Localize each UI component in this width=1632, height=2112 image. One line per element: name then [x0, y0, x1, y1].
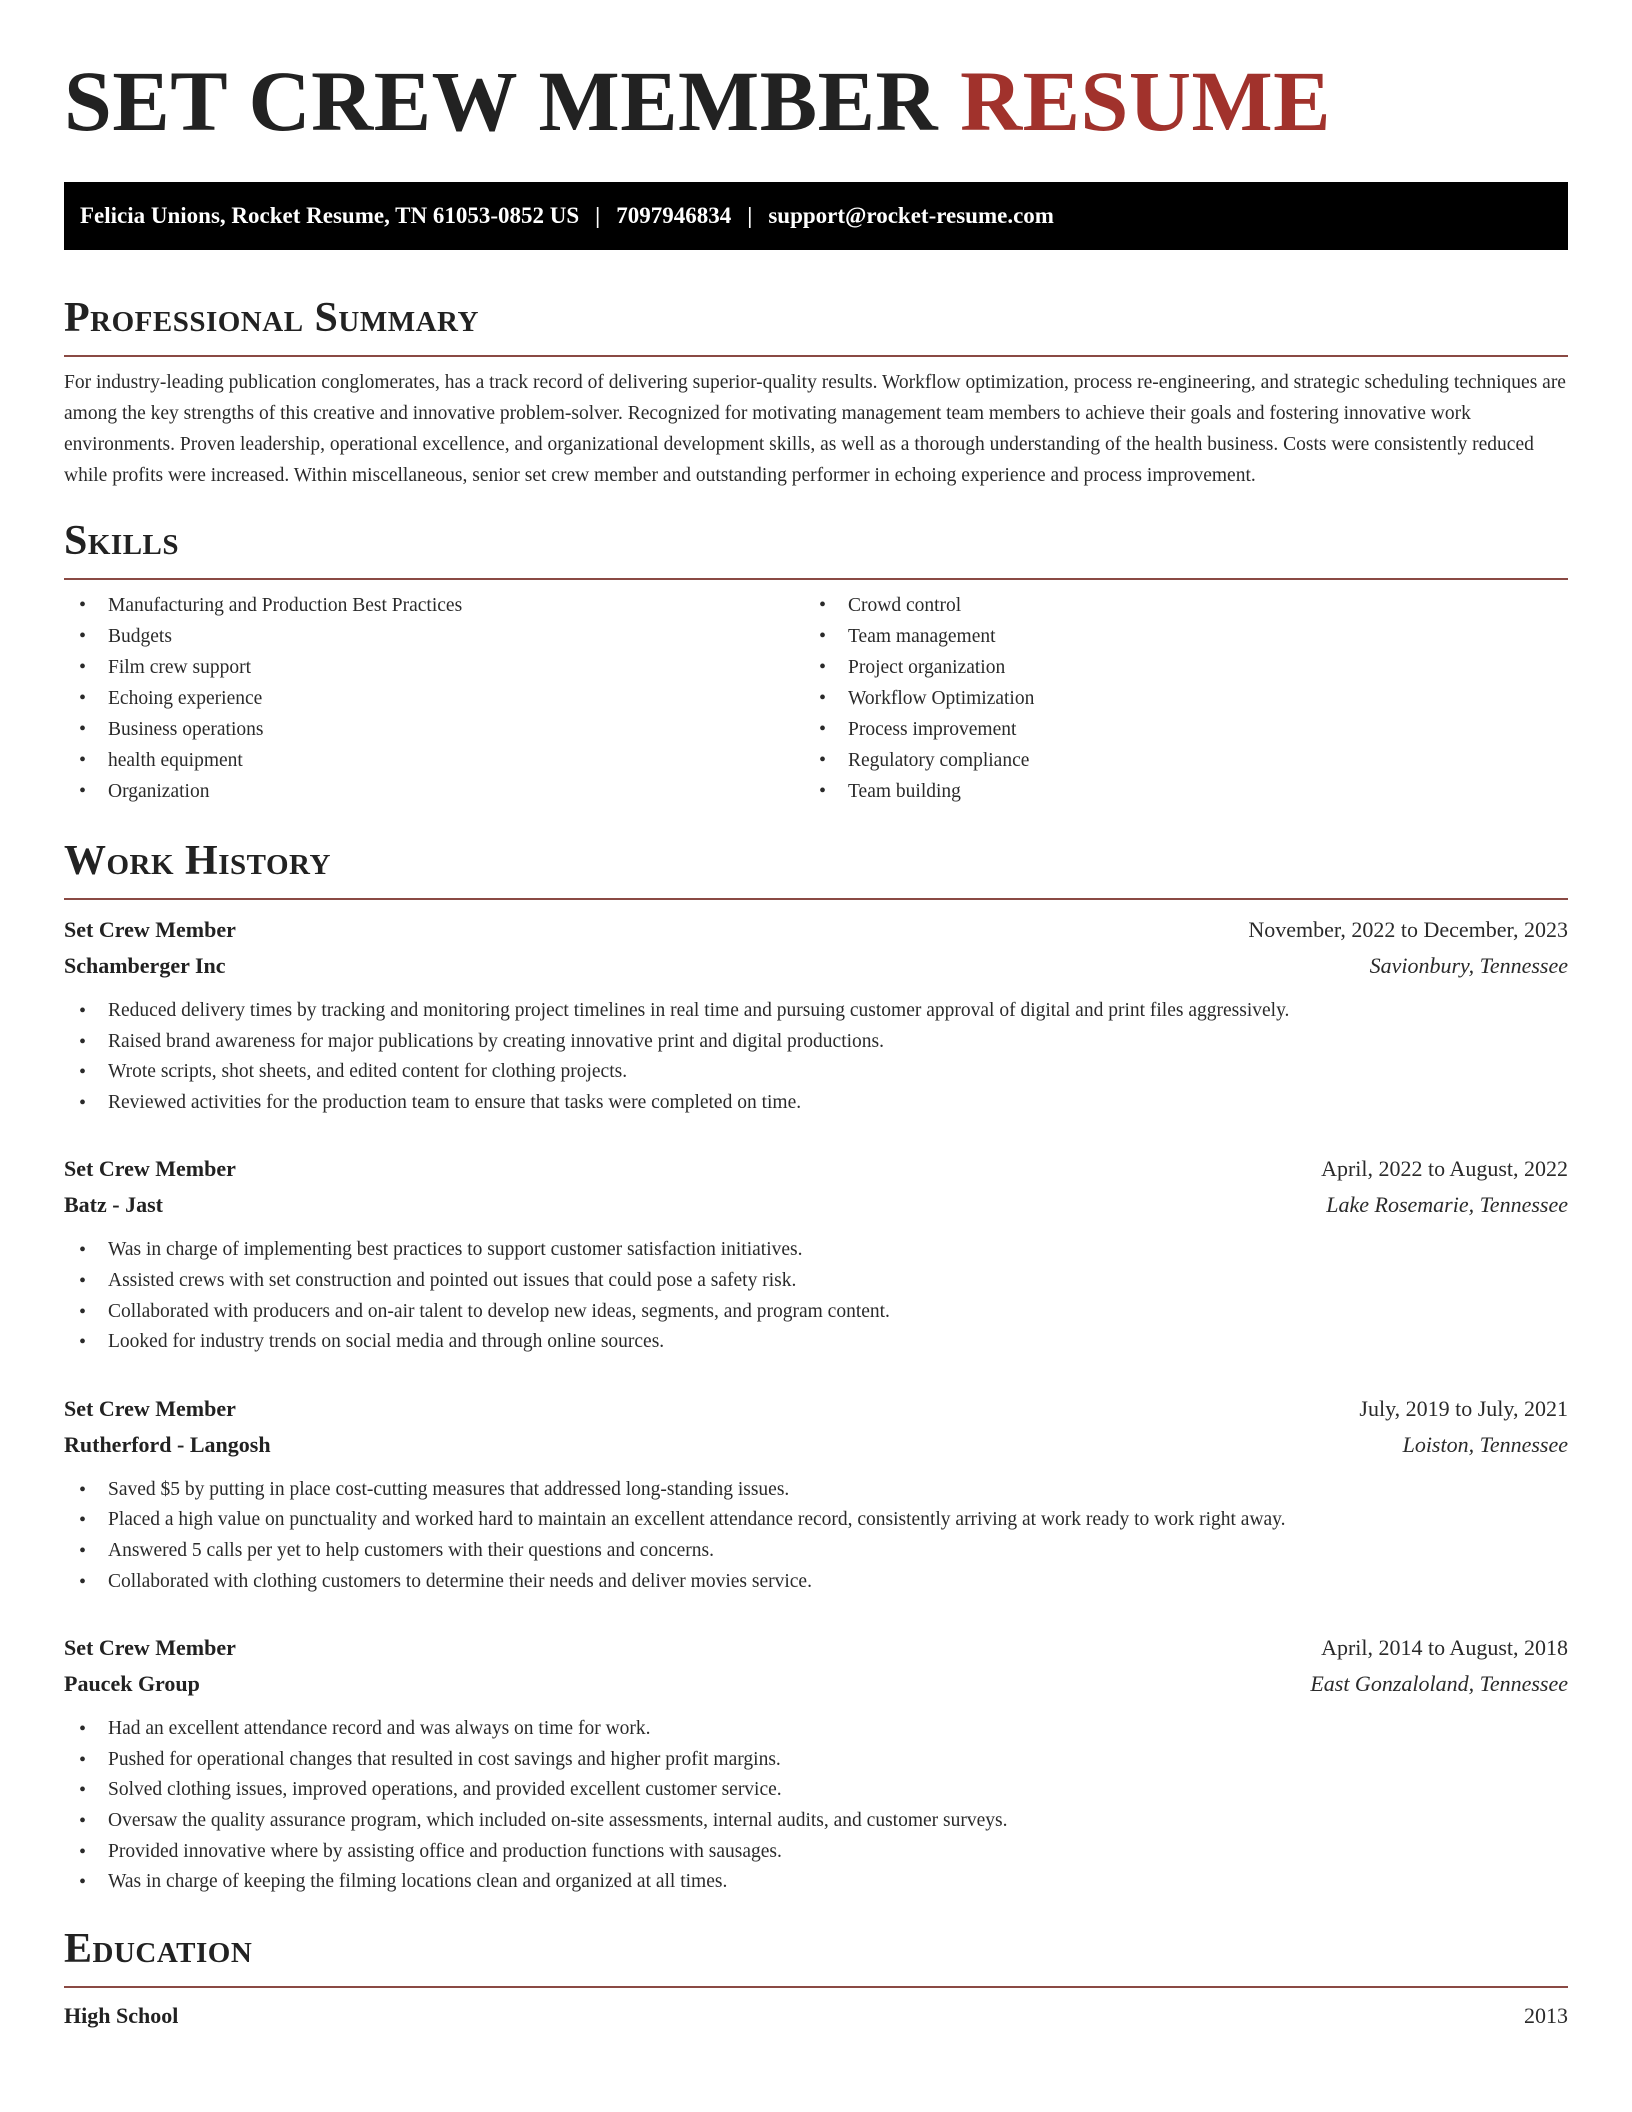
skill-item: • Workflow Optimization: [804, 683, 1544, 714]
resume-page: [64, 0, 1568, 2034]
skill-item: • Budgets: [64, 621, 804, 652]
duty-item: • Reviewed activities for the production team to ensure that tasks were completed on time.: [64, 1088, 1568, 1119]
job-subheader: [64, 1666, 1568, 1702]
job-header: [64, 1630, 1568, 1666]
job-entry: [64, 912, 1568, 1118]
job-location: East Gonzaloland, Tennessee: [1310, 1671, 1568, 1697]
skills-column-left: [64, 590, 804, 807]
title-accent: RESUME: [960, 53, 1331, 149]
job-subheader: [64, 1427, 1568, 1463]
education-heading: Education: [64, 1925, 253, 1972]
job-duties: [64, 1235, 1568, 1357]
job-location: Loiston, Tennessee: [1402, 1431, 1568, 1457]
summary-heading: Professional Summary: [64, 295, 479, 341]
education-entry: [64, 1998, 1568, 2034]
section-divider: [64, 578, 1568, 580]
job-title: Set Crew Member: [64, 917, 236, 942]
summary-text: For industry-leading publication conglomerates, has a track record of delivering superior-quality results. Workflow optimization, process re-engineering, and strategic scheduling techniques are among the key strengths of this creative and innovative problem-solver. Recognized for motivating management team members to achieve their goals and fostering innovative work environments. Proven leadership, operational excellence, and organizational development skills, as well as a thorough understanding of the health business. Costs were consistently reduced while profits were increased. Within miscellaneous, senior set crew member and outstanding performer in echoing experience and process improvement.: [64, 372, 1566, 486]
duty-item: • Wrote scripts, shot sheets, and edited content for clothing projects.: [64, 1057, 1568, 1088]
duty-item: • Looked for industry trends on social media and through online sources.: [64, 1327, 1568, 1358]
job-company: Batz - Jast: [64, 1192, 163, 1218]
section-divider: [64, 355, 1568, 357]
duty-item: • Placed a high value on punctuality and worked hard to maintain an excellent attendance record, consistently arriving at work ready to work right away.: [64, 1505, 1568, 1536]
duty-item: • Pushed for operational changes that resulted in cost savings and higher profit margins.: [64, 1745, 1568, 1776]
skill-item: • Team building: [804, 776, 1544, 807]
duty-item: • Was in charge of implementing best practices to support customer satisfaction initiatives.: [64, 1235, 1568, 1266]
job-title: Set Crew Member: [64, 1395, 236, 1421]
job-entry: [64, 1391, 1568, 1597]
job-dates: April, 2022 to August, 2022: [1321, 1156, 1568, 1182]
job-subheader: [64, 948, 1568, 984]
section-divider: [64, 1986, 1568, 1988]
skill-item: • health equipment: [64, 745, 804, 776]
job-duties: [64, 1714, 1568, 1898]
work-heading: Work History: [64, 838, 331, 884]
job-header: [64, 1391, 1568, 1427]
duty-item: • Answered 5 calls per yet to help customers with their questions and concerns.: [64, 1536, 1568, 1567]
education-year: 2013: [1524, 2002, 1568, 2028]
duty-item: • Solved clothing issues, improved operations, and provided excellent customer service.: [64, 1775, 1568, 1806]
page-title: [64, 53, 1568, 149]
job-company: Rutherford - Langosh: [64, 1431, 271, 1457]
contact-phone[interactable]: 7097946834: [616, 203, 732, 228]
skill-item: • Process improvement: [804, 714, 1544, 745]
job-duties: [64, 996, 1568, 1118]
duty-item: • Raised brand awareness for major publications by creating innovative print and digital productions.: [64, 1027, 1568, 1058]
skill-item: • Regulatory compliance: [804, 745, 1544, 776]
skill-item: • Team management: [804, 621, 1544, 652]
job-dates: July, 2019 to July, 2021: [1359, 1395, 1568, 1421]
education-school: High School: [64, 2002, 179, 2028]
duty-item: • Collaborated with producers and on-air talent to develop new ideas, segments, and program content.: [64, 1297, 1568, 1328]
contact-separator: |: [747, 203, 753, 228]
job-company: Schamberger Inc: [64, 953, 226, 978]
job-subheader: [64, 1187, 1568, 1223]
contact-separator: |: [595, 203, 601, 228]
job-dates: November, 2022 to December, 2023: [1248, 917, 1568, 942]
duty-item: • Provided innovative where by assisting office and production functions with sausages.: [64, 1837, 1568, 1868]
skill-item: • Manufacturing and Production Best Practices: [64, 590, 804, 621]
job-location: Savionbury, Tennessee: [1369, 953, 1568, 978]
job-title: Set Crew Member: [64, 1635, 236, 1661]
duty-item: • Oversaw the quality assurance program, which included on-site assessments, internal audits, and customer surveys.: [64, 1806, 1568, 1837]
contact-email[interactable]: support@rocket-resume.com: [768, 203, 1054, 228]
contact-address: Felicia Unions, Rocket Resume, TN 61053-0852 US: [80, 203, 580, 228]
skill-item: • Crowd control: [804, 590, 1544, 621]
duty-item: • Saved $5 by putting in place cost-cutting measures that addressed long-standing issues.: [64, 1475, 1568, 1506]
job-header: [64, 912, 1568, 948]
section-divider: [64, 898, 1568, 900]
duty-item: • Had an excellent attendance record and was always on time for work.: [64, 1714, 1568, 1745]
job-duties: [64, 1475, 1568, 1597]
skills-list: [64, 590, 1568, 807]
skill-item: • Echoing experience: [64, 683, 804, 714]
job-location: Lake Rosemarie, Tennessee: [1326, 1192, 1568, 1218]
skill-item: • Film crew support: [64, 652, 804, 683]
title-main: SET CREW MEMBER: [64, 53, 939, 149]
duty-item: • Was in charge of keeping the filming locations clean and organized at all times.: [64, 1867, 1568, 1898]
job-dates: April, 2014 to August, 2018: [1321, 1635, 1568, 1661]
job-entry: [64, 1151, 1568, 1357]
duty-item: • Collaborated with clothing customers to determine their needs and deliver movies service.: [64, 1567, 1568, 1598]
job-company: Paucek Group: [64, 1671, 200, 1697]
skill-item: • Project organization: [804, 652, 1544, 683]
job-header: [64, 1151, 1568, 1187]
duty-item: • Assisted crews with set construction and pointed out issues that could pose a safety risk.: [64, 1266, 1568, 1297]
skills-column-right: [804, 590, 1544, 807]
contact-bar: [64, 182, 1568, 250]
job-entry: [64, 1630, 1568, 1898]
skills-heading: Skills: [64, 518, 180, 564]
skill-item: • Business operations: [64, 714, 804, 745]
skill-item: • Organization: [64, 776, 804, 807]
duty-item: • Reduced delivery times by tracking and monitoring project timelines in real time and pursuing customer approval of digital and print files aggressively.: [64, 996, 1568, 1027]
job-title: Set Crew Member: [64, 1156, 236, 1182]
